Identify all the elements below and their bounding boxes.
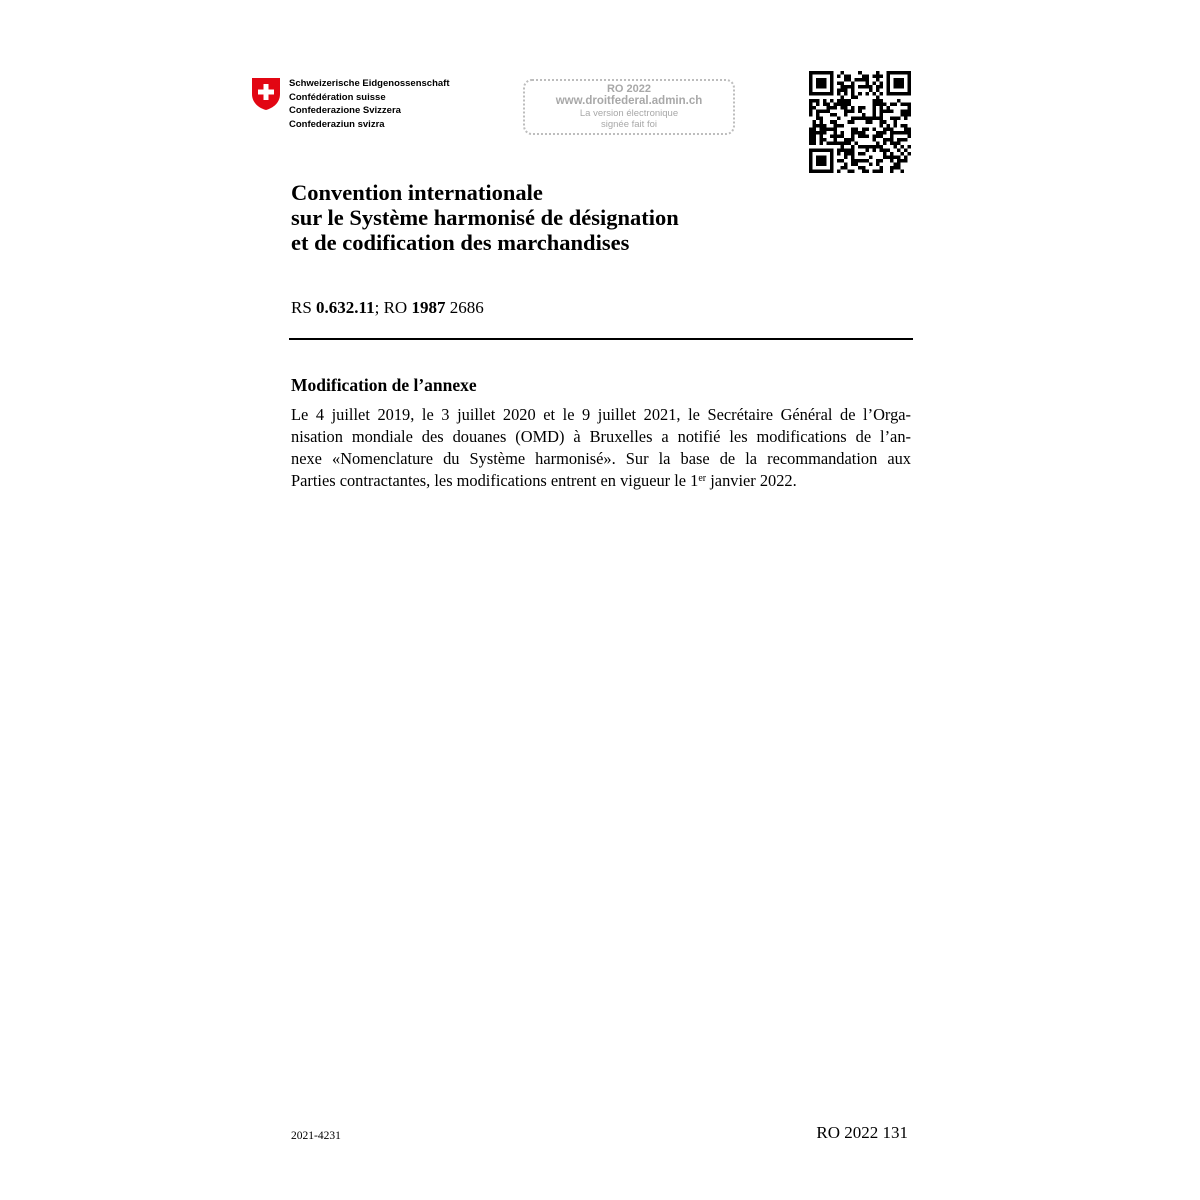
confederation-names [289, 77, 450, 131]
rs-prefix: RS [291, 298, 312, 317]
footer-document-number: 2021-4231 [291, 1130, 341, 1142]
logo-line-de: Schweizerische Eidgenossenschaft [289, 78, 450, 89]
horizontal-rule [289, 338, 913, 340]
stamp-note-2: signée fait foi [601, 119, 657, 130]
confederation-logo [251, 77, 450, 131]
ref-separator: ; RO [374, 298, 408, 317]
body-line-last [291, 470, 911, 492]
qr-code-icon [809, 71, 911, 173]
body-last-text: Parties contractantes, les modifications entrent en vigueur le 1 [291, 471, 699, 490]
section-heading: Modification de l’annexe [291, 375, 477, 395]
title-line: Convention internationale [291, 180, 543, 205]
stamp-note-1: La version électronique [579, 108, 679, 119]
body-line: nisation mondiale des douanes (OMD) à Bruxelles a notifié les modifications de l’an- [291, 427, 911, 446]
body-paragraph [291, 404, 911, 492]
ordinal-superscript: er [698, 473, 707, 484]
document-title [291, 180, 911, 255]
body-line: nexe «Nomenclature du Système harmonisé». Sur la base de la recommandation aux [291, 449, 911, 468]
footer-ro-reference: RO 2022 131 [816, 1123, 908, 1142]
rs-number: 0.632.11 [316, 298, 375, 317]
electronic-stamp [523, 79, 735, 135]
reference-line [291, 298, 484, 318]
stamp-ro: RO 2022 [606, 83, 652, 95]
body-last-date: janvier 2022. [706, 471, 797, 490]
ro-year: 1987 [411, 298, 446, 317]
logo-line-it: Confederazione Svizzera [289, 105, 401, 116]
logo-line-fr: Confédération suisse [289, 91, 386, 103]
title-line: et de codification des marchandises [291, 230, 630, 255]
swiss-shield-icon [251, 77, 281, 111]
title-line: sur le Système harmonisé de désignation [291, 205, 679, 230]
ro-page: 2686 [449, 298, 484, 317]
stamp-url: www.droitfederal.admin.ch [555, 95, 703, 107]
body-line: Le 4 juillet 2019, le 3 juillet 2020 et le 9 juillet 2021, le Secrétaire Général de l’Orga- [291, 405, 911, 424]
logo-line-rm: Confederaziun svizra [289, 118, 385, 130]
